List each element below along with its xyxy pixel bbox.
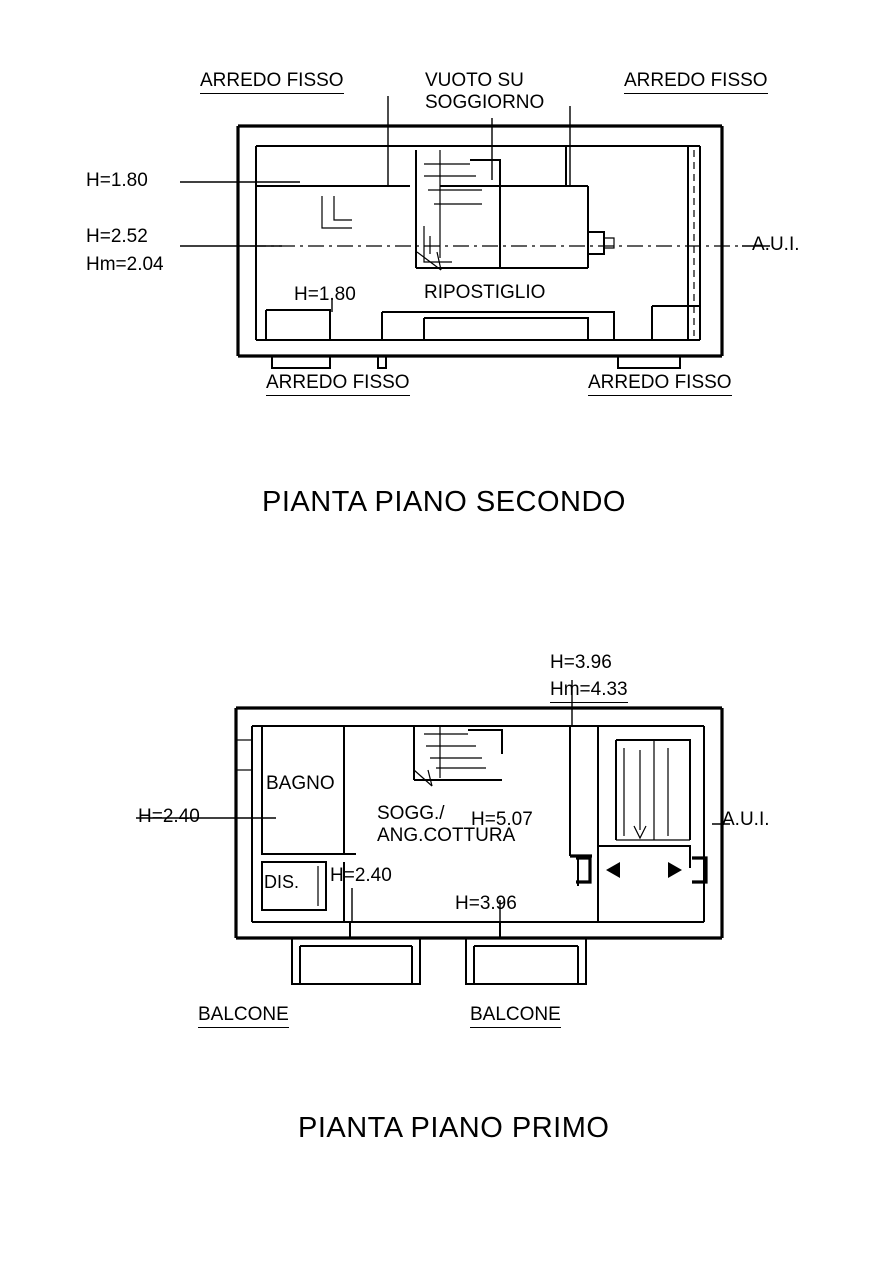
label-h-252: H=2.52: [86, 226, 148, 247]
label-h-396-top: H=3.96: [550, 652, 612, 673]
label-vuoto-su-soggiorno-line1: VUOTO SU: [425, 70, 524, 91]
label-bagno: BAGNO: [266, 773, 335, 794]
label-hm-433: Hm=4.33: [550, 679, 628, 703]
label-h-240-left: H=2.40: [138, 806, 200, 827]
label-dis: DIS.: [264, 872, 300, 892]
label-balcone-left: BALCONE: [198, 1004, 289, 1028]
title-piano-secondo: PIANTA PIANO SECONDO: [262, 486, 626, 518]
label-h-180-left: H=1.80: [86, 170, 148, 191]
label-h-507: H=5.07: [471, 809, 533, 830]
label-arredo-fisso-bottom-right: ARREDO FISSO: [588, 372, 732, 396]
label-balcone-right: BALCONE: [470, 1004, 561, 1028]
floor-plan-piano-primo: [0, 600, 894, 1200]
label-ripostiglio: RIPOSTIGLIO: [424, 282, 546, 303]
label-sogg-line2: ANG.COTTURA: [377, 824, 516, 846]
label-arredo-fisso-top-left: ARREDO FISSO: [200, 70, 344, 94]
label-arredo-fisso-bottom-left: ARREDO FISSO: [266, 372, 410, 396]
label-vuoto-su-soggiorno: [425, 70, 544, 114]
label-h-396-bottom: H=3.96: [455, 893, 517, 914]
label-h-180-inner: H=1.80: [294, 284, 356, 305]
floor-plan-piano-secondo: [0, 0, 894, 560]
label-sogg-line1: SOGG./: [377, 803, 445, 824]
plan-drawing-piano-primo: [0, 600, 894, 1200]
label-h-240-inner: H=2.40: [330, 865, 392, 886]
label-aui-secondo: A.U.I.: [752, 234, 800, 255]
label-vuoto-su-soggiorno-line2: SOGGIORNO: [425, 91, 545, 113]
label-arredo-fisso-top-right: ARREDO FISSO: [624, 70, 768, 94]
label-aui-primo: A.U.I.: [722, 809, 770, 830]
label-hm-204: Hm=2.04: [86, 254, 164, 275]
title-piano-primo: PIANTA PIANO PRIMO: [298, 1112, 610, 1144]
